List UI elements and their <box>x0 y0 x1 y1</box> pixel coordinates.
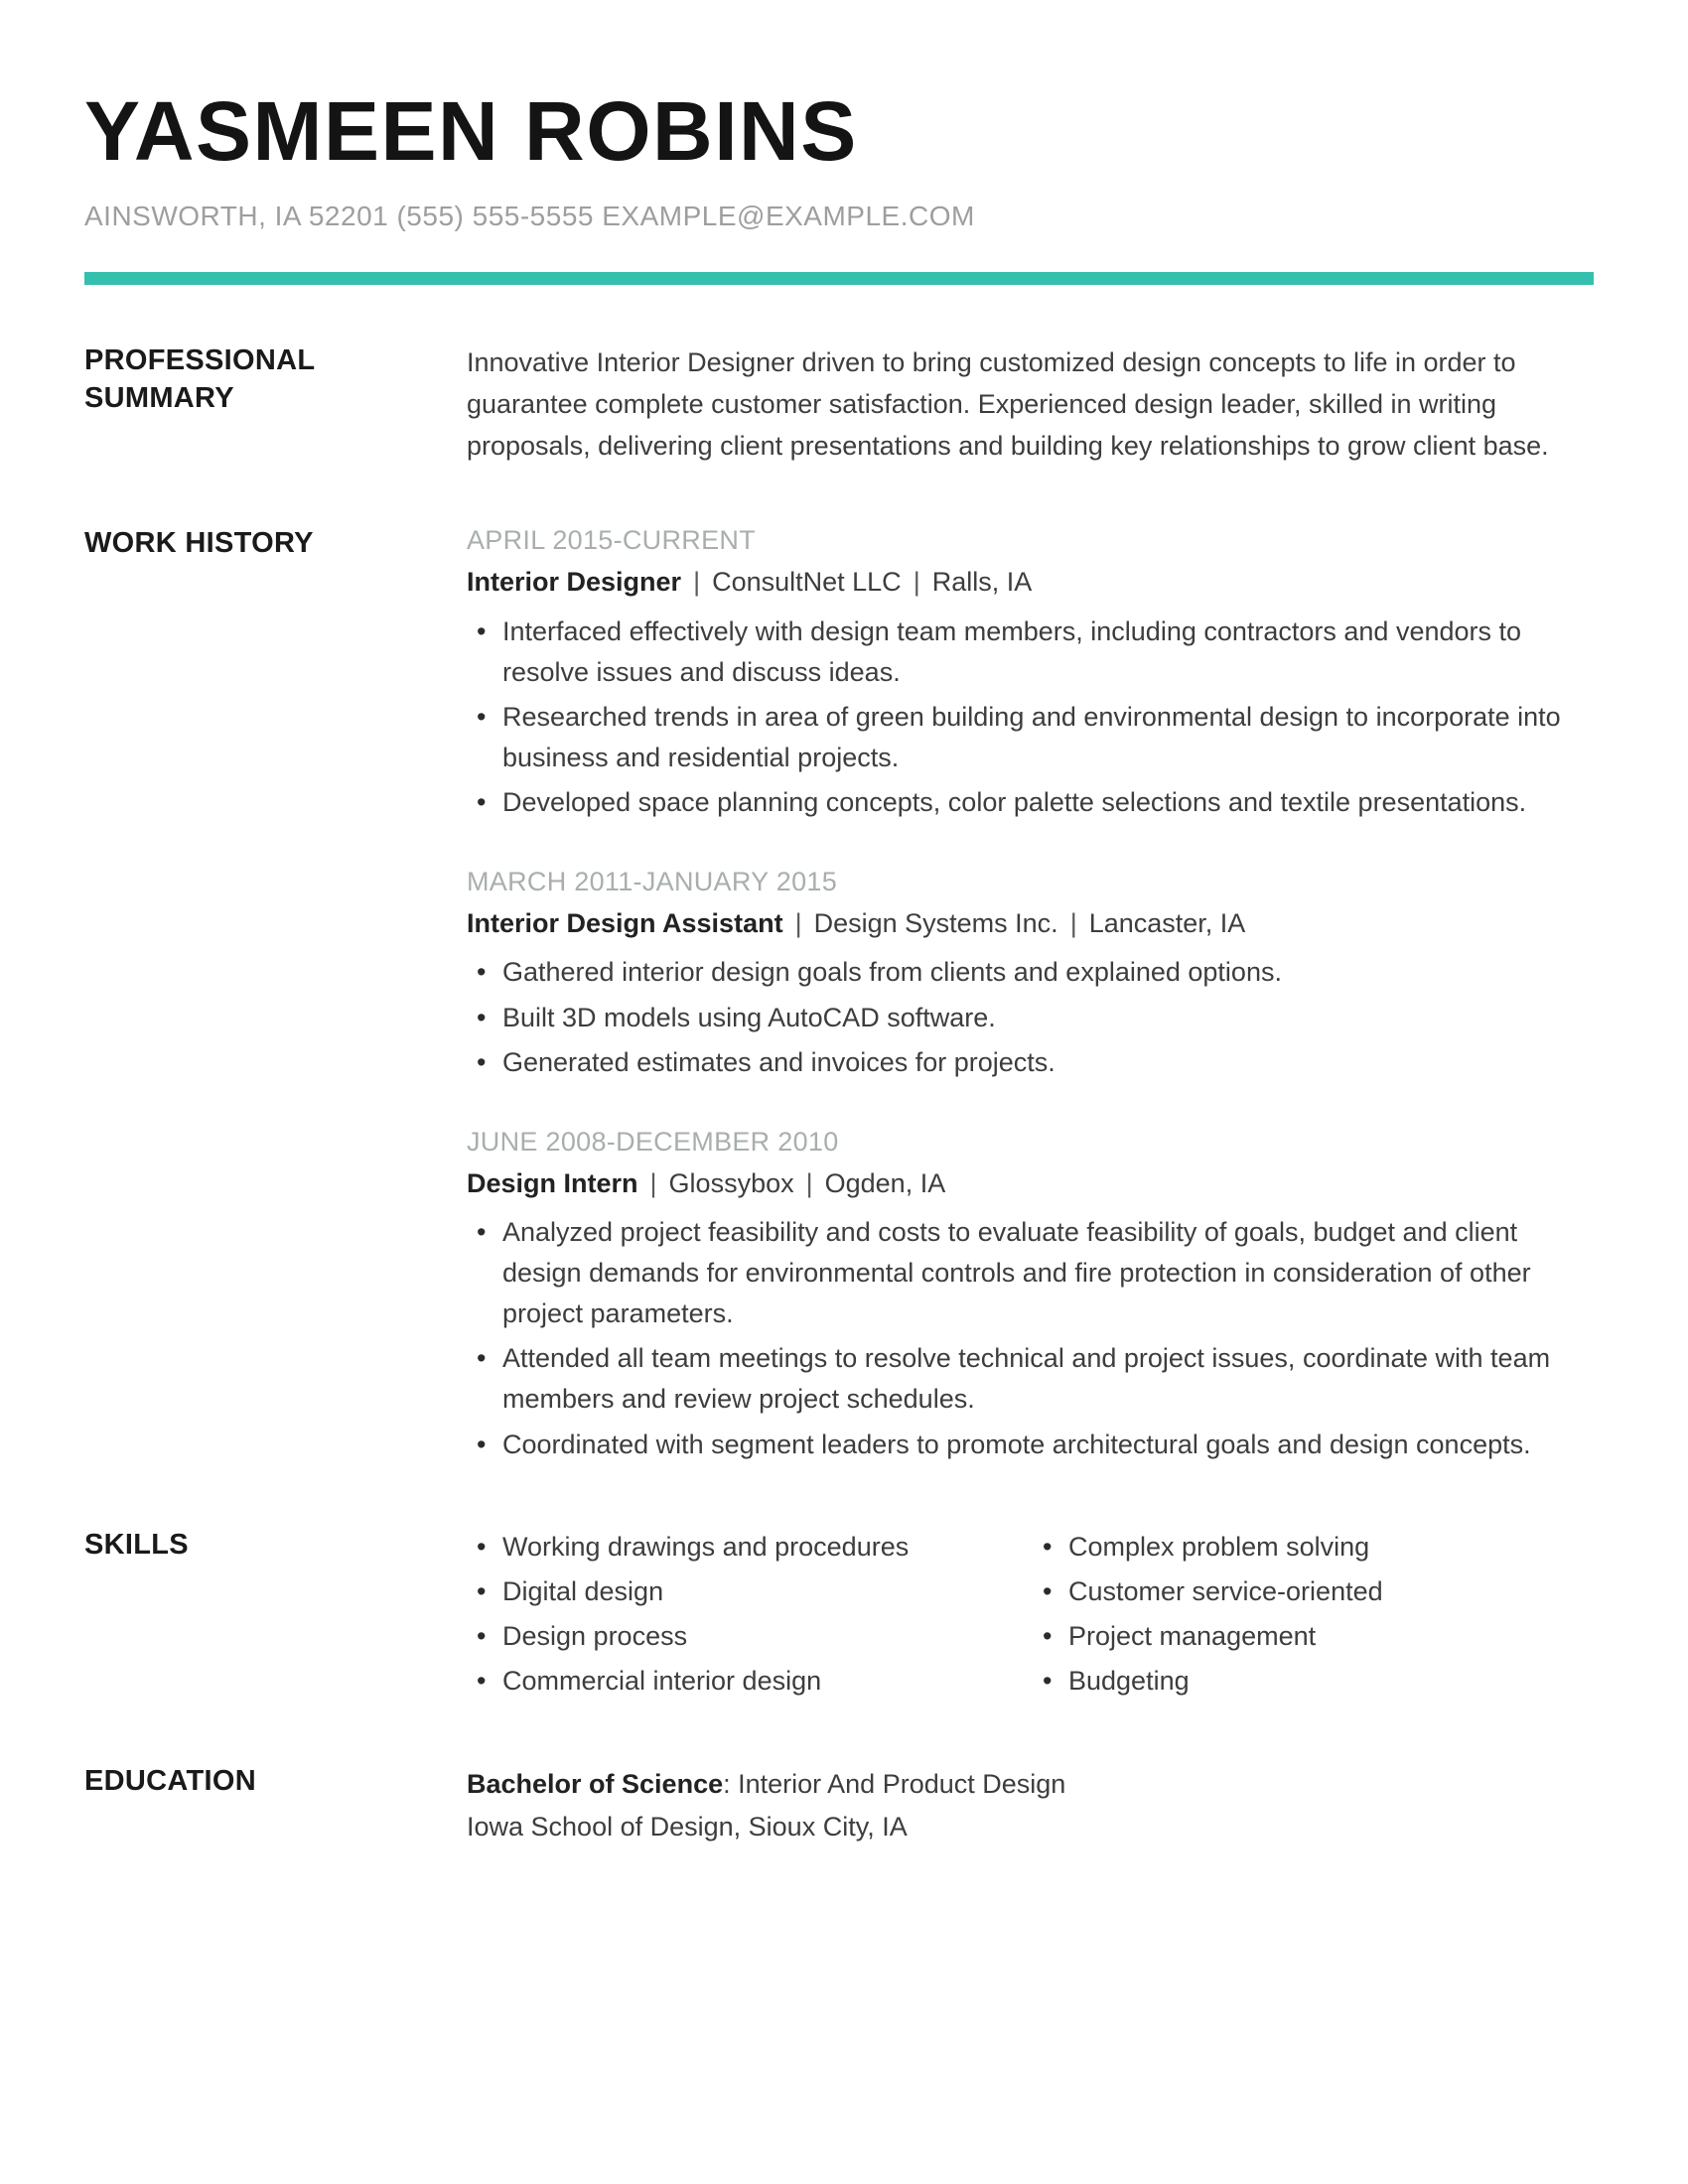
skill-item: • Complex problem solving <box>1033 1527 1594 1568</box>
summary-heading-column <box>84 342 467 468</box>
section-skills <box>84 1527 1594 1706</box>
summary-text: Innovative Interior Designer driven to bring customized design concepts to life in order to guarantee complete customer satisfaction. Experienced design leader, skilled in writing proposals, delivering client presentations and building key relationships to grow client base. <box>467 347 1549 461</box>
job-entry <box>467 1127 1594 1465</box>
job-dates: JUNE 2008-DECEMBER 2010 <box>467 1126 839 1157</box>
skill-item: • Project management <box>1033 1616 1594 1657</box>
job-company: ConsultNet LLC <box>712 566 902 597</box>
pipe-separator: | <box>913 566 920 597</box>
job-company: Design Systems Inc. <box>813 907 1058 938</box>
job-company: Glossybox <box>668 1167 794 1198</box>
job-bullet: • Researched trends in area of green building and environmental design to incorporate into business and residential projects. <box>467 697 1594 778</box>
job-title-line <box>467 564 1594 602</box>
accent-bar <box>84 272 1594 285</box>
job-bullet-list <box>467 1212 1594 1464</box>
job-bullet: • Developed space planning concepts, color palette selections and textile presentations. <box>467 782 1594 823</box>
skills-column-2 <box>1033 1527 1594 1706</box>
section-professional-summary <box>84 342 1594 468</box>
work-heading-column <box>84 525 467 1469</box>
job-bullet: • Built 3D models using AutoCAD software. <box>467 998 1594 1038</box>
pipe-separator: | <box>693 566 701 597</box>
job-title-line <box>467 1165 1594 1203</box>
skill-item: • Design process <box>467 1616 1033 1657</box>
pipe-separator: | <box>1069 907 1077 938</box>
skills-column-1 <box>467 1527 1033 1706</box>
skill-item: • Working drawings and procedures <box>467 1527 1033 1568</box>
job-dates: MARCH 2011-JANUARY 2015 <box>467 866 838 896</box>
education-degree-line <box>467 1763 1594 1806</box>
candidate-name: YASMEEN ROBINS <box>84 84 858 178</box>
job-dates: APRIL 2015-CURRENT <box>467 524 756 555</box>
pipe-separator: | <box>794 907 802 938</box>
job-bullet: • Gathered interior design goals from clients and explained options. <box>467 952 1594 993</box>
skill-item: • Customer service-oriented <box>1033 1571 1594 1612</box>
job-bullet: • Interfaced effectively with design team members, including contractors and vendors to resolve issues and discuss ideas. <box>467 612 1594 693</box>
summary-content-column <box>467 342 1594 468</box>
job-location: Ogden, IA <box>824 1167 946 1198</box>
job-bullet: • Coordinated with segment leaders to promote architectural goals and design concepts. <box>467 1425 1594 1465</box>
skill-item: • Commercial interior design <box>467 1661 1033 1702</box>
summary-heading: PROFESSIONAL SUMMARY <box>84 344 315 414</box>
job-title: Interior Designer <box>467 566 682 597</box>
resume-header <box>84 84 1594 232</box>
education-school-line: Iowa School of Design, Sioux City, IA <box>467 1811 908 1842</box>
job-bullet: • Attended all team meetings to resolve technical and project issues, coordinate with team members and review project schedules. <box>467 1338 1594 1420</box>
pipe-separator: | <box>805 1167 813 1198</box>
skill-item: • Digital design <box>467 1571 1033 1612</box>
skills-heading: SKILLS <box>84 1528 189 1561</box>
job-bullet-list <box>467 952 1594 1082</box>
section-work-history <box>84 525 1594 1469</box>
education-content-column <box>467 1763 1594 1848</box>
job-entry <box>467 525 1594 823</box>
section-education <box>84 1763 1594 1848</box>
job-entry <box>467 867 1594 1083</box>
job-title: Design Intern <box>467 1167 638 1198</box>
education-heading: EDUCATION <box>84 1764 256 1797</box>
work-content-column <box>467 525 1594 1469</box>
skills-content-column <box>467 1527 1594 1706</box>
job-bullet: • Generated estimates and invoices for projects. <box>467 1042 1594 1083</box>
education-heading-column <box>84 1763 467 1848</box>
job-location: Ralls, IA <box>931 566 1033 597</box>
job-title: Interior Design Assistant <box>467 907 783 938</box>
skill-item: • Budgeting <box>1033 1661 1594 1702</box>
skills-heading-column <box>84 1527 467 1706</box>
work-history-heading: WORK HISTORY <box>84 526 314 559</box>
pipe-separator: | <box>649 1167 657 1198</box>
job-bullet: • Analyzed project feasibility and costs to evaluate feasibility of goals, budget and client design demands for environmental controls and fire protection in consideration of other project parameters. <box>467 1212 1594 1334</box>
contact-info: AINSWORTH, IA 52201 (555) 555-5555 EXAMPLE@EXAMPLE.COM <box>84 201 975 232</box>
job-bullet-list <box>467 612 1594 823</box>
education-degree: Bachelor of Science <box>467 1768 724 1799</box>
job-location: Lancaster, IA <box>1088 907 1246 938</box>
education-degree-detail: : Interior And Product Design <box>723 1768 1066 1799</box>
job-title-line <box>467 905 1594 943</box>
